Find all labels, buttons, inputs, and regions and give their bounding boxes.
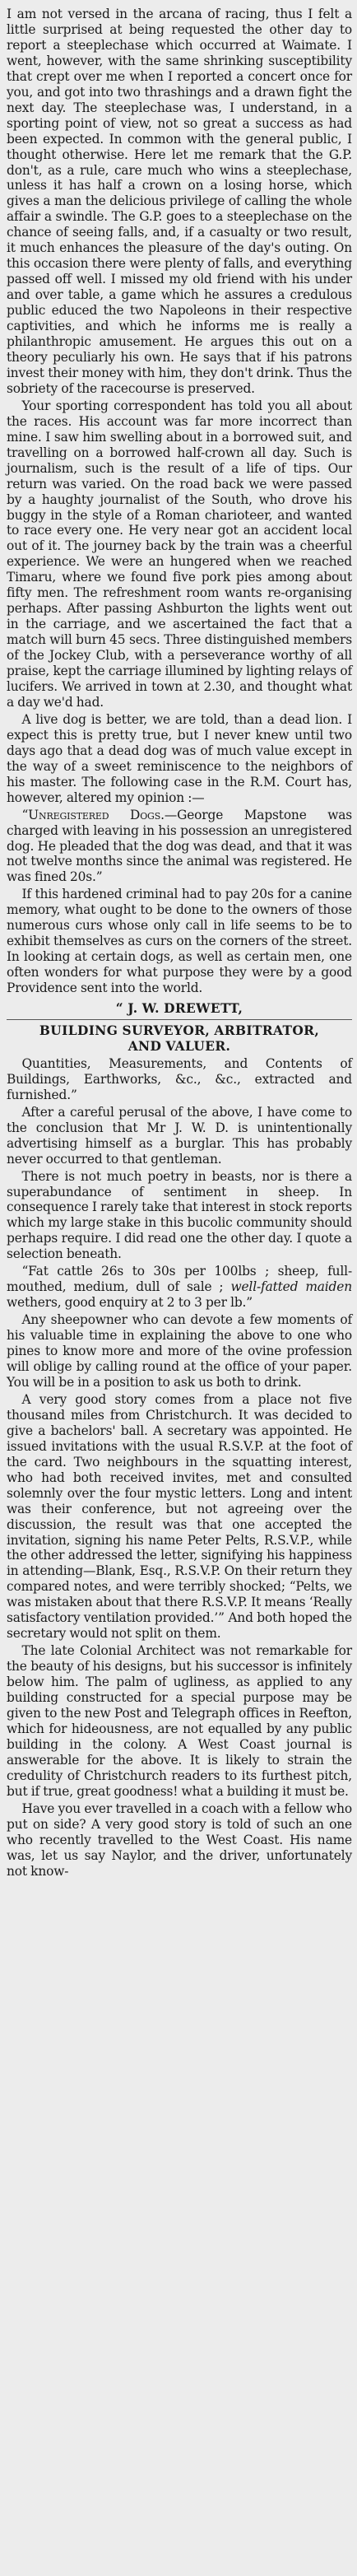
quote-label: “Unregistered Dogs. <box>21 807 165 822</box>
paragraph-colonial-architect: The late Colonial Architect was not remarkable for the beauty of his designs, but his successor is infinitely below him. The palm of ugliness, as applied to any building constructed for a special purpose may be given to the new Post and Telegraph offices in Reefton, which for hideousness, are not equalled by any public building in the colony. A West Coast journal is answerable for the above. It is likely to strain the credulity of Christchurch readers to its furthest pitch, but if true, great goodness! what a building it must be. <box>7 1643 352 1799</box>
divider <box>7 1019 352 1020</box>
advertisement-name: “ J. W. DREWETT, <box>115 1001 243 1017</box>
paragraph-burglar: After a careful perusal of the above, I have come to the conclusion that Mr J. W. D. is unintentionally advertising himself as a burglar. This has probably never occurred to that gentleman. <box>7 1104 352 1167</box>
paragraph-poetry-beasts: There is not much poetry in beasts, nor is there a superabundance of sentiment in sheep. In consequence I rarely take that interest in stock reports which my large stake in this bucolic community should perhaps require. I did read one the other day. I quote a selection beneath. <box>7 1168 352 1262</box>
advertisement-title: BUILDING SURVEYOR, ARBITRATOR, <box>39 1023 320 1038</box>
paragraph-sporting-correspondent: Your sporting correspondent has told you all about the races. His account was far more incorrect than mine. I saw him swelling about in a borrowed suit, and travelling on a borrowed half-crown all day. Such is journalism, such is the result of a life of tips. Our return was varied. On the road back we were passed by a haughty journalist of the South, who drove his buggy in the style of a Roman charioteer, and wanted to race every one. He very near got an accident local out of it. The journey back by the train was a cheerful experience. We were an hungered when we reached Timaru, where we found five pork pies among about fifty men. The refreshment room wants re-organising perhaps. After passing Ashburton the lights went out in the carriage, and we ascertained the fact that a match will burn 45 secs. Three distinguished members of the Jockey Club, with a perseverance worthy of all praise, kept the carriage illumined by lighting relays of lucifers. We arrived in town at 2.30, and thought what a day we'd had. <box>7 398 352 710</box>
paragraph-bachelors-ball: A very good story comes from a place not five thousand miles from Christchurch. It was decided to give a bachelors' ball. A secretary was appointed. He issued invitations with the usual R.S.V.P. at the foot of the card. Two neighbours in the squatting interest, who had both received invites, met and consulted solemnly over the four mystic letters. Long and intent was their conference, but not agreeing over the discussion, the result was that one accepted the invitation, signing his name Peter Pelts, R.S.V.P., while the other addressed the letter, signifying his happiness in attending—Blank, Esq., R.S.V.P. On their return they compared notes, and were terribly shocked; “Pelts, we was mistaken about that there R.S.V.P. It means ‘Really satisfactory ventilation provided.’” And both hoped the secretary would not split on them. <box>7 1391 352 1642</box>
paragraph-sheepowner: Any sheepowner who can devote a few moments of his valuable time in explaining the above to one who pines to know more and more of the ovine profession will oblige by calling round at the office of your paper. You will be in a position to ask us both to drink. <box>7 1312 352 1390</box>
paragraph-live-dog: A live dog is better, we are told, than a dead lion. I expect this is pretty true, but I never knew until two days ago that a dead dog was of much value except in the way of a sweet reminiscence to the neighbors of his master. The following case in the R.M. Court has, however, altered my opinion :— <box>7 711 352 805</box>
quote-stock-text: “Fat cattle 26s to 30s per 100lbs ; sheep, full-mouthed, medium, dull of sale ; <box>7 1264 352 1295</box>
advertisement-title-2: AND VALUER. <box>128 1038 231 1054</box>
advertisement-body: Quantities, Measurements, and Contents of Buildings, Earthworks, &c., &c., extracted and furnished.” <box>7 1055 352 1102</box>
quote-stock-emphasis: well-fatted maiden <box>230 1279 352 1295</box>
quote-stock-report <box>7 1264 352 1311</box>
paragraph-coach-story: Have you ever travelled in a coach with a fellow who put on side? A very good story is told of such an one who recently travelled to the West Coast. His name was, let us say Naylor, and the driver, unfortunately not know- <box>7 1800 352 1879</box>
quote-text: —George Mapstone was charged with leaving in his possession an unregistered dog. He pleaded that the dog was dead, and that it was not twelve months since the animal was registered. He was fined 20s.” <box>7 807 352 885</box>
quote-unregistered-dogs <box>7 808 352 886</box>
paragraph-steeplechase: I am not versed in the arcana of racing, thus I felt a little surprised at being requested the other day to report a steeplechase which occurred at Waimate. I went, however, with the same shrinking susceptibility that crept over me when I reported a concert once for you, and got into two thrashings and a drawn fight the next day. The steeplechase was, I understand, in a sporting point of view, not so great a success as had been expected. In common with the general public, I thought otherwise. Here let me remark that the G.P. don't, as a rule, care much who wins a steeplechase, unless it has half a crown on a losing horse, which gives a man the delicious privilege of calling the whole affair a swindle. The G.P. goes to a steeplechase on the chance of seeing falls, and, if a casualty or two result, it much enhances the pleasure of the day's outing. On this occasion there were plenty of falls, and everything passed off well. I missed my old friend with his under and over table, a game which he assures a credulous public educed the two Napoleons in their respective captivities, and which he informs me is really a philanthropic amusement. He argues this out on a theory peculiarly his own. He says that if his patrons invest their money with him, they don't drink. Thus the sobriety of the racecourse is preserved. <box>7 7 352 396</box>
quote-stock-text-2: wethers, good enquiry at 2 to 3 per lb.” <box>7 1295 253 1311</box>
paragraph-hardened-criminal: If this hardened criminal had to pay 20s for a canine memory, what ought to be done to the owners of those numerous curs whose only call in life seems to be to exhibit themselves as curs on the corners of the street. In looking at certain dogs, as well as certain men, one often wonders for what purpose they were by a good Providence sent into the world. <box>7 887 352 996</box>
